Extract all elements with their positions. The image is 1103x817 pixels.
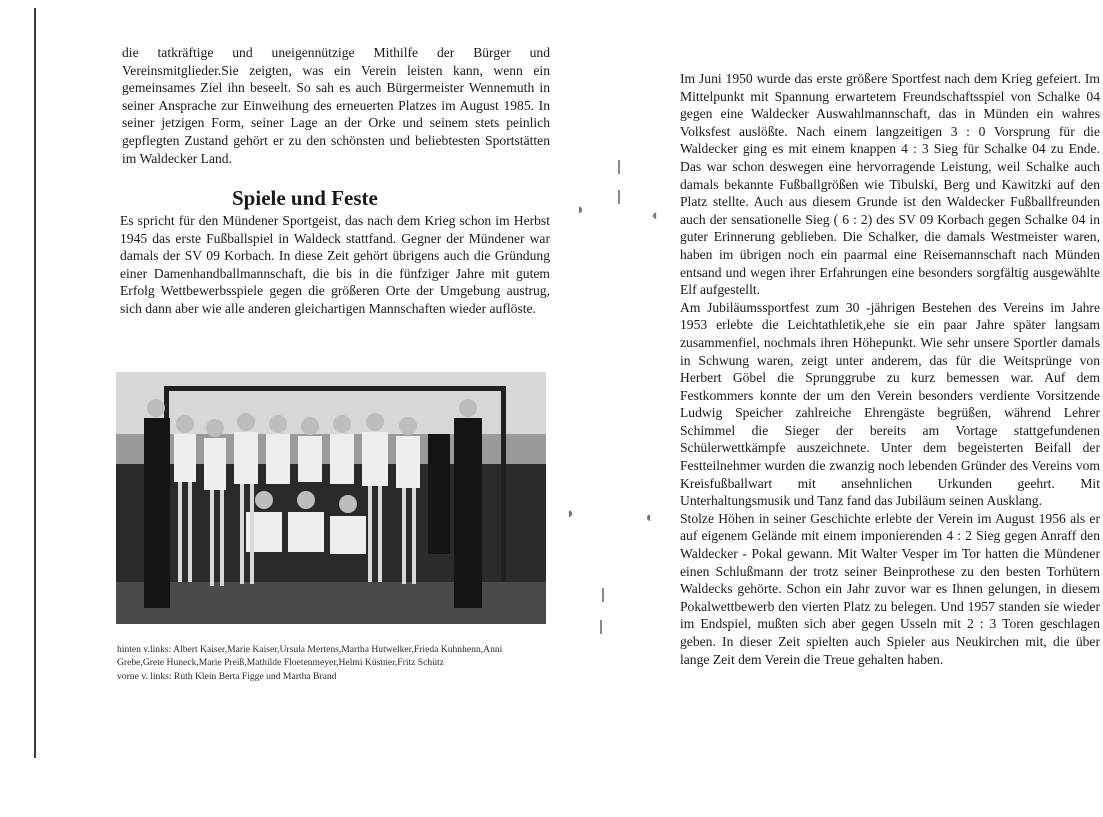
intro-paragraph: die tatkräftige und uneigennützige Mithilfe der Bürger und Vereinsmitglieder.Sie zeigten, was ein Verein leisten kann, wenn ein gemeinsames Ziel ihn beseelt. So sah es auch Bürgermeister Wennemuth in seiner Ansprache zur Einweihung des erneuerten Platzes im August 1985. In seiner jetzigen Form, seiner Lage an der Orke und seinem stets peinlich gepflegten Zustand gehört er zu den schönsten und beliebtesten Sportstätten im Waldecker Land. [122, 45, 550, 166]
book-binding-edge [34, 8, 36, 758]
punch-hole-icon: ◖ [650, 208, 660, 224]
section-heading: Spiele und Feste [232, 186, 378, 210]
section-body [120, 212, 550, 318]
right-paragraph-1956: Stolze Höhen in seiner Geschichte erlebte der Verein im August 1956 als er auf eigenem Gelände mit einem imponierenden 4 : 2 Sieg gegen Anraff den Waldecker - Pokal gewann. Mit Walter Vesper im Tor hatten die Mündener einen Schlußmann der trotz seiner Beinprothese zu den besten Torhütern Waldecks gehörte. Schon ein Jahr zuvor war es Ihnen gelungen, in diesem Pokalwettbewerb den vierten Platz zu belegen. Und 1957 standen sie wieder im Endspiel, mußten sich aber gegen Usseln mit 2 : 3 Toren geschlagen geben. In dieser Zeit spielten auch Spieler aus Neukirchen mit, die über lange Zeit dem Verein die Treue gehalten haben. [680, 510, 1100, 667]
punch-hole-icon: ◗ [566, 506, 576, 522]
photo-caption-back-row: hinten v.links: Albert Kaiser,Marie Kaiser,Ursula Mertens,Martha Hutwelker,Frieda Kuhnhenn,Anni Grebe,Grete Huneck,Marie Preiß,Mathilde Floetenmeyer,Helmi Küstner,Fritz Schütz [117, 644, 503, 668]
edge-mark-icon [602, 588, 604, 602]
photo-caption-front-row: vorne v. links: Ruth Klein Berta Figge und Martha Brand [117, 671, 337, 683]
right-paragraph-1953: Am Jubiläumssportfest zum 30 -jährigen Bestehen des Vereins im Jahre 1953 erlebte die Leichtathletik,ehe sie ein paar Jahre später langsam zusammenfiel, nochmals ihren Höhepunkt. Wie sehr unsere Sportler damals in Schwung waren, zeigt unter anderem, das für die Weitsprünge von Herbert Göbel die Sprunggrube zu kurz bemessen war. Auf dem Festkommers konnte der um den Verein besonders verdiente Vorsitzende Ludwig Speicher zahlreiche Ehrengäste begrüßen, während Lehrer Schimmel die Sieger der bereits am Vortage stattgefundenen Schülerwettkämpfe auszeichnete. Unter dem begeisterten Beifall der Festteilnehmer wurden die zwanzig noch lebenden Gründer des Vereins vom Kreisfußballwart mit ansehnlichen Urkunden geehrt. Mit Unterhaltungsmusik und Tanz fand das Jubiläum seinen Ausklang. [680, 299, 1100, 509]
photo-caption [117, 644, 547, 684]
left-intro-text [122, 44, 550, 167]
team-photo [116, 372, 546, 624]
punch-hole-icon: ◖ [644, 510, 654, 526]
right-paragraph-1950: Im Juni 1950 wurde das erste größere Sportfest nach dem Krieg gefeiert. Im Mittelpunkt mit Spannung erwartetem Freundschaftsspiel von Schalke 04 gegen eine Waldecker Auswahlmannschaft, das in Münden ein wahres Volksfest auslößte. Nach einem langzeitigen 3 : 0 Vorsprung für die Waldecker ging es mit einem knappen 4 : 3 Sieg für Schalke 04 zu Ende. Das war schon deswegen eine hervorragende Leistung, weil Schalke auch damals bekannte Fußballgrößen wie Tibulski, Berg und Kawitzki auf den Platz stellte. Auch aus diesem Grunde ist den Waldecker Fußballfreunden auch der sensationelle Sieg ( 6 : 2) des SV 09 Korbach gegen Schalke 04 in guter Erinnerung geblieben. Die Schalker, die damals Westmeister waren, haben im übrigen noch ein paarmal eine Reisemannschaft nach Münden entsand und wegen ihrer Erfahrungen eine besonders sorgfältig ausgewählte Elf aufgestellt. [680, 71, 1100, 298]
punch-hole-icon: ◗ [576, 202, 586, 218]
edge-mark-icon [618, 190, 620, 204]
right-column-text [680, 70, 1100, 668]
edge-mark-icon [618, 160, 620, 174]
section-paragraph: Es spricht für den Mündener Sportgeist, das nach dem Krieg schon im Herbst 1945 das erste Fußballspiel in Waldeck stattfand. Gegner der Mündener war damals der SV 09 Korbach. In diese Zeit gehört übrigens auch die Gründung einer Damenhandballmannschaft, die bis in die fünfziger Jahre mit gutem Erfolg Wettbewerbsspiele gegen die größeren Orte der Umgebung austrug, sich dann aber wie alle anderen gleichartigen Mannschaften wieder auflöste. [120, 213, 550, 316]
team-group-photo-icon [116, 372, 546, 624]
edge-mark-icon [600, 620, 602, 634]
